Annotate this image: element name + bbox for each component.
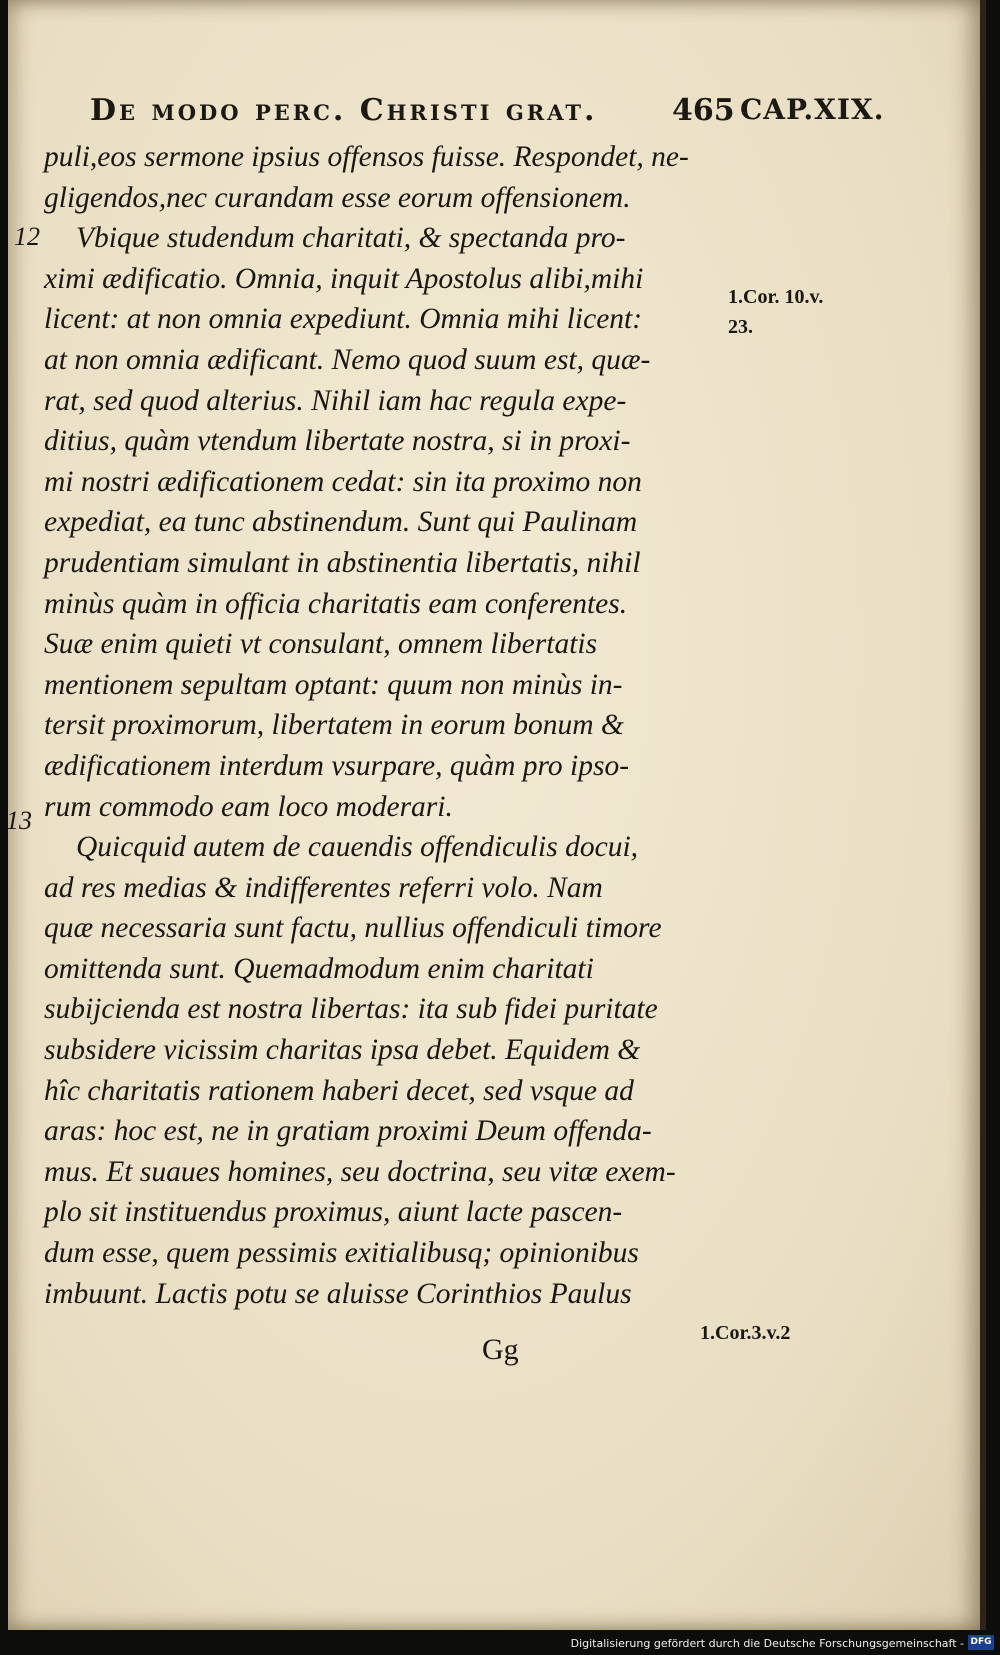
digitization-credit: Digitalisierung gefördert durch die Deutsche Forschungsgemeinschaft - [570,1637,964,1650]
page-number: 465 [672,93,735,128]
text-line: minùs quàm in officia charitatis eam conferentes. [44,587,628,620]
text-line: aras: hoc est, ne in gratiam proximi Deum offenda- [44,1115,652,1148]
text-line: at non omnia ædificant. Nemo quod suum est, quæ- [44,343,651,376]
text-line: subijcienda est nostra libertas: ita sub fidei puritate [44,993,658,1026]
text-line: Vbique studendum charitati, & spectanda pro- [76,222,626,255]
dfg-logo: DFG [968,1635,994,1650]
running-head [90,93,885,139]
text-line: mus. Et suaues homines, seu doctrina, seu vitæ exem- [44,1155,676,1188]
text-line: omittenda sunt. Quemadmodum enim charitati [44,952,594,985]
signature-mark: Gg [482,1333,519,1366]
text-line: plo sit instituendus proximus, aiunt lacte pascen- [44,1196,623,1229]
text-line: subsidere vicissim charitas ipsa debet. Equidem & [44,1034,641,1067]
text-line: mentionem sepultam optant: quum non minùs in- [44,668,623,701]
text-line: licent: at non omnia expediunt. Omnia mihi licent: [44,303,643,336]
chapter-label: CAP.XIX. [740,93,885,126]
text-line: rat, sed quod alterius. Nihil iam hac regula expe- [44,384,627,417]
text-line: ædificationem interdum vsurpare, quàm pro ipso- [44,749,630,782]
text-line: prudentiam simulant in abstinentia libertatis, nihil [44,546,641,579]
body-text [44,137,734,1314]
text-line: tersit proximorum, libertatem in eorum bonum & [44,709,624,742]
margin-note-reference: 1.Cor. 10.v. [728,286,824,308]
text-line: hîc charitatis rationem haberi decet, sed vsque ad [44,1074,634,1107]
text-line: ditius, quàm vtendum libertate nostra, si in proxi- [44,425,631,458]
text-line: Quicquid autem de cauendis offendiculis docui, [76,831,639,864]
text-line: gligendos,nec curandam esse eorum offensionem. [44,181,631,214]
text-line: Suæ enim quieti vt consulant, omnem libertatis [44,628,598,661]
text-line: ad res medias & indifferentes referri volo. Nam [44,871,603,904]
text-line: rum commodo eam loco moderari. [44,790,453,823]
text-line: dum esse, quem pessimis exitialibusq; opinionibus [44,1237,639,1270]
margin-note-reference: 23. [728,316,753,338]
text-line: ximi ædificatio. Omnia, inquit Apostolus alibi,mihi [44,262,644,295]
page-edge-shadow [980,0,986,1630]
margin-note-reference: 1.Cor.3.v.2 [700,1322,791,1344]
running-head-title: De modo perc. Christi grat. [90,93,598,128]
paragraph-number-13: 13 [6,806,32,835]
text-line: expediat, ea tunc abstinendum. Sunt qui Paulinam [44,506,638,539]
paragraph-number-12: 12 [14,222,40,251]
text-line: imbuunt. Lactis potu se aluisse Corinthios Paulus [44,1277,632,1310]
text-line: quæ necessaria sunt factu, nullius offendiculi timore [44,912,662,945]
text-line: mi nostri ædificationem cedat: sin ita proximo non [44,465,642,498]
text-line: puli,eos sermone ipsius offensos fuisse. Respondet, ne- [44,141,689,173]
